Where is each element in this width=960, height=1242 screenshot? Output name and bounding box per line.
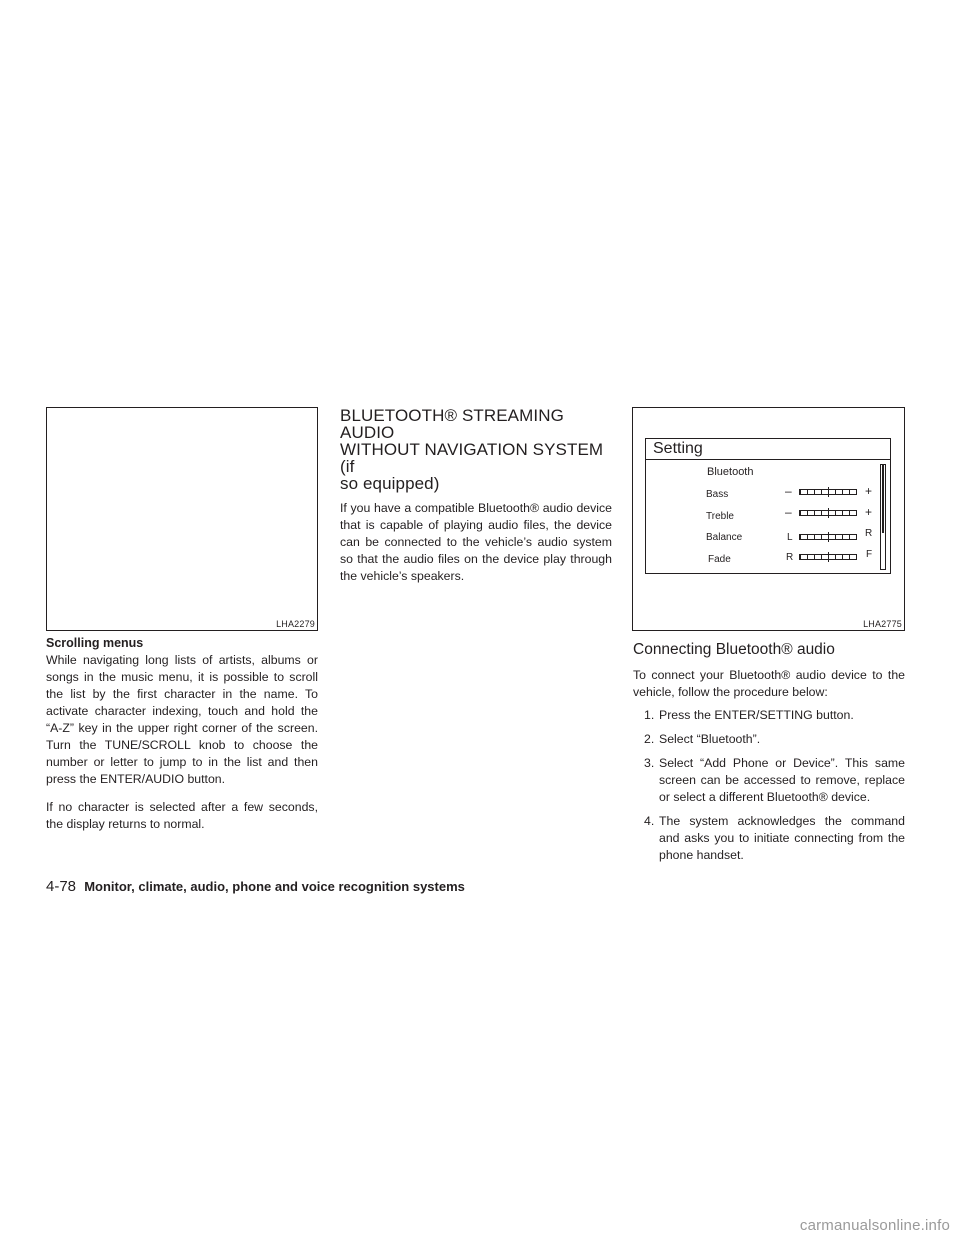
screen-title: Setting <box>646 439 890 460</box>
bass-plus-indicator: + <box>865 484 873 498</box>
setting-label-treble: Treble <box>706 511 734 522</box>
step-item <box>633 755 905 806</box>
fade-rear-indicator: R <box>786 552 794 563</box>
balance-right-indicator: R <box>865 528 873 539</box>
section-heading-connecting-bluetooth: Connecting Bluetooth® audio <box>633 641 835 658</box>
step-number: 2 . <box>644 731 654 748</box>
treble-minus-indicator: – <box>785 505 792 519</box>
heading-line: BLUETOOTH® STREAMING AUDIO <box>340 406 564 442</box>
setting-label-fade: Fade <box>708 554 731 565</box>
paragraph: If you have a compatible Bluetooth® audio device that is capable of playing audio files, the device can be connected to the vehicle’s audio system so that the audio files on the device play through the vehicle’s speakers. <box>340 501 612 583</box>
figure-label: LHA2279 <box>276 619 315 629</box>
treble-plus-indicator: + <box>865 505 873 519</box>
watermark: carmanualsonline.info <box>799 1217 950 1234</box>
section-heading-scrolling-menus: Scrolling menus <box>46 636 144 650</box>
step-text: Press the ENTER/SETTING button. <box>659 708 854 722</box>
fade-slider <box>799 554 857 560</box>
figure-lha2279 <box>46 407 318 631</box>
figure-label: LHA2775 <box>863 619 902 629</box>
middle-column <box>340 407 612 596</box>
step-number: 4 . <box>644 813 654 830</box>
step-text: The system acknowledges the command and asks you to initiate connecting from the phone handset. <box>659 814 905 862</box>
setting-label-balance: Balance <box>706 532 743 543</box>
balance-left-indicator: L <box>787 532 793 543</box>
step-item <box>633 813 905 864</box>
step-item <box>633 731 905 748</box>
chapter-title: Monitor, climate, audio, phone and voice recognition systems <box>84 879 465 894</box>
scrollbar <box>880 464 886 570</box>
section-heading-bluetooth-streaming <box>340 407 612 492</box>
step-item <box>633 707 905 724</box>
step-number: 1 . <box>644 707 654 724</box>
paragraph: While navigating long lists of artists, albums or songs in the music menu, it is possible to scroll the list by the first character in the name. To activate character indexing, touch and hold the “A-Z” key in the upper right corner of the screen. Turn the TUNE/SCROLL knob to choose the number or letter to jump to in the list and then press the ENTER/AUDIO button. <box>46 653 318 786</box>
setting-label-bass: Bass <box>706 489 729 500</box>
heading-line: WITHOUT NAVIGATION SYSTEM (if <box>340 440 604 476</box>
step-number: 3 . <box>644 755 654 772</box>
paragraph: If no character is selected after a few seconds, the display returns to normal. <box>46 800 318 831</box>
intro-paragraph: To connect your Bluetooth® audio device to the vehicle, follow the procedure below: <box>633 668 905 699</box>
setting-screen-illustration <box>645 438 891 574</box>
step-text: Select “Bluetooth”. <box>659 732 761 746</box>
procedure-steps <box>633 707 905 864</box>
bass-minus-indicator: – <box>785 484 792 498</box>
heading-line: so equipped) <box>340 474 440 493</box>
scrollbar-thumb <box>882 465 884 533</box>
bass-slider <box>799 489 857 495</box>
balance-slider <box>799 534 857 540</box>
screen-menu-header: Bluetooth <box>707 466 754 478</box>
page-footer <box>46 878 465 896</box>
fade-front-indicator: F <box>866 549 873 560</box>
right-column <box>633 641 905 871</box>
step-text: Select “Add Phone or Device”. This same screen can be accessed to remove, replace or select a different Bluetooth® device. <box>659 756 905 804</box>
left-column <box>46 635 318 844</box>
treble-slider <box>799 510 857 516</box>
page-number: 4-78 <box>46 878 77 895</box>
